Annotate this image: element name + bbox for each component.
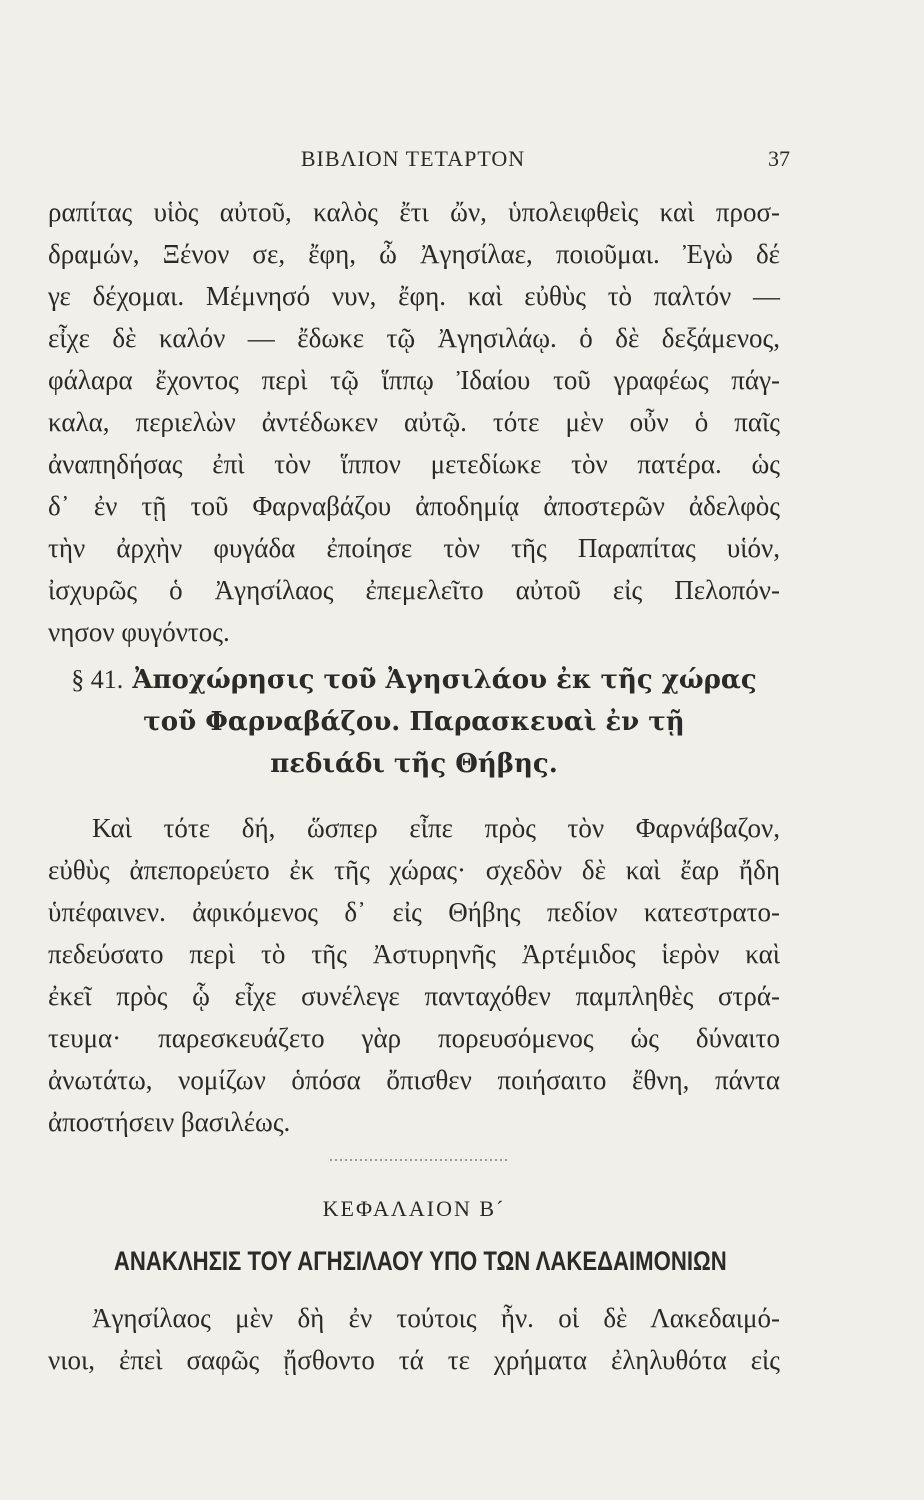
- text-line: ἀναπηδήσας ἐπὶ τὸν ἵππον μετεδίωκε τὸν πατέρα. ὡς: [48, 449, 780, 479]
- chapter-title: ΚΕΦΑΛΑΙΟΝ Β´: [322, 1196, 506, 1221]
- text-line: ἰσχυρῶς ὁ Ἀγησίλαος ἐπεμελεῖτο αὐτοῦ εἰς Πελοπόν-: [48, 575, 780, 605]
- page-number: 37: [768, 146, 790, 171]
- chapter-heading: ΑΝΑΚΛΗΣΙΣ ΤΟΥ ΑΓΗΣΙΛΑΟΥ ΥΠΟ ΤΩΝ ΛΑΚΕΔΑΙΜΟΝΙΩΝ: [113, 1246, 727, 1276]
- text-line: εἶχε δὲ καλόν — ἔδωκε τῷ Ἀγησιλάῳ. ὁ δὲ δεξάμενος,: [48, 323, 780, 353]
- text-line: εὐθὺς ἀπεπορεύετο ἐκ τῆς χώρας· σχεδὸν δὲ καὶ ἔαρ ἤδη: [48, 855, 780, 885]
- text-line: Καὶ τότε δή, ὥσπερ εἶπε πρὸς τὸν Φαρνάβαζον,: [92, 813, 780, 843]
- section-number: § 41.: [71, 665, 124, 694]
- text-line: τὴν ἀρχὴν φυγάδα ἐποίησε τὸν τῆς Παραπίτας υἱόν,: [48, 533, 780, 563]
- text-line: δ᾽ ἐν τῇ τοῦ Φαρναβάζου ἀποδημίᾳ ἀποστερῶν ἀδελφὸς: [48, 491, 780, 521]
- text-line: ἐκεῖ πρὸς ᾧ εἶχε συνέλεγε πανταχόθεν παμπληθὲς στρά-: [48, 981, 780, 1011]
- text-line: νιοι, ἐπεὶ σαφῶς ᾔσθοντο τά τε χρήματα ἐληλυθότα εἰς: [48, 1345, 780, 1375]
- text-line: φάλαρα ἔχοντος περὶ τῷ ἵππῳ Ἰδαίου τοῦ γραφέως πάγ-: [48, 365, 780, 395]
- section-heading-line: τοῦ Φαρναβάζου. Παρασκευαὶ ἐν τῇ: [143, 707, 685, 737]
- running-head: [48, 146, 790, 176]
- section-heading-line: [48, 662, 780, 698]
- text-line: ἀποστήσειν βασιλέως.: [48, 1107, 291, 1137]
- ornament-rule: [330, 1158, 510, 1162]
- text-line: ἀνωτάτω, νομίζων ὁπόσα ὄπισθεν ποιήσαιτο ἔθνη, πάντα: [48, 1065, 780, 1095]
- section-heading-line: πεδιάδι τῆς Θήβης.: [270, 749, 558, 779]
- text-line: τευμα· παρεσκευάζετο γὰρ πορευσόμενος ὡς δύναιτο: [48, 1023, 780, 1053]
- section-title-part: Ἀποχώρησις τοῦ Ἀγησιλάου ἐκ τῆς χώρας: [132, 665, 757, 695]
- text-line: καλα, περιελὼν ἀντέδωκεν αὐτῷ. τότε μὲν οὖν ὁ παῖς: [48, 407, 780, 437]
- text-line: δραμών, Ξένον σε, ἔφη, ὦ Ἀγησίλαε, ποιοῦμαι. Ἐγὼ δέ: [48, 239, 780, 269]
- text-line: ραπίτας υἱὸς αὐτοῦ, καλὸς ἔτι ὤν, ὑπολειφθεὶς καὶ προσ-: [48, 197, 780, 227]
- running-title: ΒΙΒΛΙΟΝ ΤΕΤΑΡΤΟΝ: [300, 146, 526, 171]
- text-line: πεδεύσατο περὶ τὸ τῆς Ἀστυρηνῆς Ἀρτέμιδος ἱερὸν καὶ: [48, 939, 780, 969]
- text-line: γε δέχομαι. Μέμνησό νυν, ἔφη. καὶ εὐθὺς τὸ παλτόν —: [48, 281, 780, 311]
- text-line: ὑπέφαινεν. ἀφικόμενος δ᾽ εἰς Θήβης πεδίον κατεστρατο-: [48, 897, 780, 927]
- text-line: Ἀγησίλαος μὲν δὴ ἐν τούτοις ἦν. οἱ δὲ Λακεδαιμό-: [92, 1303, 780, 1333]
- text-line: νησον φυγόντος.: [48, 617, 230, 647]
